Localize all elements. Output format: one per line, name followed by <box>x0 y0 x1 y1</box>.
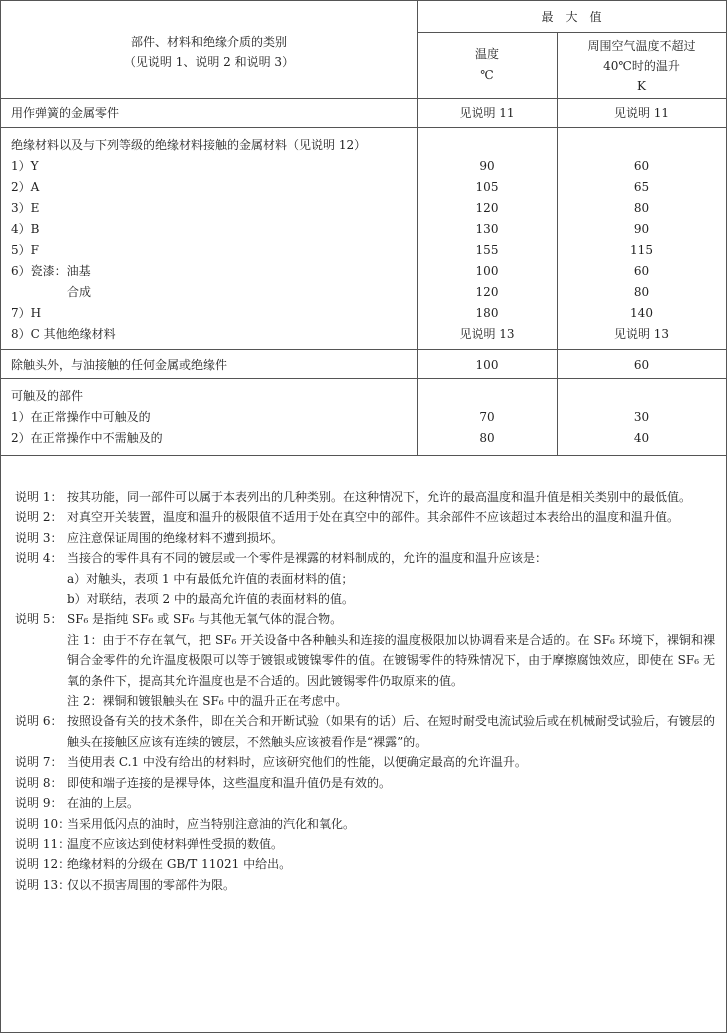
temperature-rise-unit: K <box>637 79 646 93</box>
note-label: 说明 1： <box>15 490 63 504</box>
row-label: 除触头外，与油接触的任何金属或绝缘件 <box>11 358 228 372</box>
note-text: 当采用低闪点的油时，应当特别注意油的汽化和氧化。 <box>67 816 356 831</box>
temperature-rise-value: 80 <box>633 285 650 299</box>
note <box>15 609 715 629</box>
note-text: 对真空开关装置，温度和温升的极限值不适用于处在真空中的部件。其余部件不应该超过本表给出的温度和温升值。 <box>67 510 680 525</box>
row-label: 7）H <box>11 306 42 320</box>
note-label: 说明 7： <box>15 755 63 770</box>
note-text: 应注意保证周围的绝缘材料不遭到损坏。 <box>67 530 284 545</box>
row-divider <box>1 455 726 456</box>
note-text: SF₆ 是指纯 SF₆ 或 SF₆ 与其他无氧气体的混合物。 <box>67 612 343 627</box>
row-divider <box>1 349 726 350</box>
note <box>15 773 715 793</box>
note <box>15 487 715 507</box>
note-subitem: a）对触头，表项 1 中有最低允许值的表面材料的值； <box>67 571 354 586</box>
row-label: 1）在正常操作中可触及的 <box>11 410 151 424</box>
note-label: 说明 3： <box>15 530 63 545</box>
group-title: 绝缘材料以及与下列等级的绝缘材料接触的金属材料（见说明 12） <box>11 138 367 152</box>
temperature-value: 105 <box>475 180 499 194</box>
temperature-rise-value: 40 <box>633 431 650 445</box>
temperature-rise-value: 80 <box>633 201 650 215</box>
temperature-value: 120 <box>475 201 499 215</box>
note <box>15 814 715 834</box>
row-label: 5）F <box>11 243 39 257</box>
temperature-value: 100 <box>475 264 499 278</box>
temperature-value: 见说明 11 <box>459 106 515 120</box>
note <box>15 528 715 548</box>
temperature-rise-value: 见说明 11 <box>613 106 670 120</box>
note-subitem: 注 1：由于不存在氧气，把 SF₆ 开关设备中各种触头和连接的温度极限加以协调看来是合适的。在 SF₆ 环境下，裸铜和裸铜合金零件的允许温度极限可以等于镀银或镀镍零件的值。在镀锡零件的特殊情况下，由于摩擦腐蚀效应，即使在 SF₆ 无氧的条件下，提高其允许温度也是不合适的。因此镀锡零件仍取原来的值。 <box>67 632 715 688</box>
note-text: 温度不应该达到使材料弹性受损的数值。 <box>67 836 284 851</box>
temperature-rise-header: 40℃时的温升 <box>603 59 680 73</box>
temperature-rise-value: 60 <box>633 264 650 278</box>
note-label: 说明 9： <box>15 796 63 811</box>
row-divider <box>1 127 726 128</box>
note-subitem: 注 2：裸铜和镀银触头在 SF₆ 中的温升正在考虑中。 <box>67 694 348 709</box>
temperature-rise-value: 60 <box>633 159 650 173</box>
max-value-header: 最 大 值 <box>541 10 602 24</box>
temperature-rise-value: 见说明 13 <box>613 327 670 341</box>
row-label: 2）A <box>11 180 40 194</box>
temperature-rise-value: 60 <box>633 358 650 372</box>
temperature-unit: ℃ <box>480 68 494 82</box>
note <box>15 834 715 854</box>
temperature-rise-value: 30 <box>633 410 650 424</box>
temperature-rise-value: 90 <box>633 222 650 236</box>
temperature-rise-value: 65 <box>633 180 650 194</box>
note-label: 说明 4： <box>15 551 63 566</box>
row-label: 2）在正常操作中不需触及的 <box>11 431 163 445</box>
note-text: 绝缘材料的分级在 GB/T 11021 中给出。 <box>67 857 292 872</box>
note <box>15 711 715 752</box>
note-label: 说明 5： <box>15 612 63 627</box>
note-text: 当接合的零件具有不同的镀层或一个零件是裸露的材料制成的，允许的温度和温升应该是： <box>67 551 548 566</box>
note <box>15 752 715 772</box>
temperature-value: 70 <box>479 410 495 424</box>
temperature-value: 见说明 13 <box>459 327 515 341</box>
row-divider <box>1 98 726 99</box>
row-label: 合成 <box>67 285 92 299</box>
note-text: 按其功能，同一部件可以属于本表列出的几种类别。在这种情况下，允许的最高温度和温升值是相关类别中的最低值。 <box>67 490 692 504</box>
temperature-value: 100 <box>475 358 499 372</box>
note-label: 说明 10： <box>15 816 71 831</box>
group-title: 可触及的部件 <box>11 389 84 403</box>
note-text: 仅以不损害周围的零部件为限。 <box>67 877 236 892</box>
row-divider <box>1 378 726 379</box>
note-text: 按照设备有关的技术条件，即在关合和开断试验（如果有的话）后、在短时耐受电流试验后或在机械耐受试验后，有镀层的触头在接触区应该有连续的镀层，不然触头应该被看作是“裸露”的。 <box>67 714 716 749</box>
row-label: 4）B <box>11 222 40 236</box>
note <box>15 548 715 568</box>
note <box>15 507 715 527</box>
row-label: 6）瓷漆：油基 <box>11 264 91 278</box>
row-label: 1）Y <box>11 159 39 173</box>
temperature-value: 120 <box>475 285 499 299</box>
note-label: 说明 6： <box>15 714 63 729</box>
note <box>15 875 715 895</box>
temperature-value: 130 <box>475 222 499 236</box>
note-label: 说明 12： <box>15 857 71 872</box>
temperature-value: 155 <box>475 243 499 257</box>
row-label: 用作弹簧的金属零件 <box>11 106 120 120</box>
header-divider <box>417 32 726 33</box>
note-label: 说明 11： <box>15 836 71 851</box>
temperature-value: 90 <box>479 159 495 173</box>
note-subitem: b）对联结，表项 2 中的最高允许值的表面材料的值。 <box>67 592 354 607</box>
note <box>15 854 715 874</box>
category-header: 部件、材料和绝缘介质的类别 <box>130 35 287 49</box>
note <box>15 793 715 813</box>
temperature-rise-header: 周围空气温度不超过 <box>587 39 696 53</box>
note-text: 在油的上层。 <box>67 796 140 811</box>
category-header-note: （见说明 1、说明 2 和说明 3） <box>123 55 295 69</box>
temperature-header: 温度 <box>474 47 499 61</box>
note-label: 说明 8： <box>15 775 63 790</box>
note-text: 当使用表 C.1 中没有给出的材料时，应该研究他们的性能，以便确定最高的允许温升。 <box>67 755 527 770</box>
note-label: 说明 2： <box>15 510 63 525</box>
temperature-rise-value: 115 <box>630 243 653 257</box>
row-label: 3）E <box>11 201 40 215</box>
note-text: 即使和端子连接的是裸导体，这些温度和温升值仍是有效的。 <box>67 775 392 790</box>
temperature-value: 180 <box>475 306 499 320</box>
temperature-value: 80 <box>479 431 495 445</box>
row-label: 8）C 其他绝缘材料 <box>11 327 116 341</box>
note-label: 说明 13： <box>15 877 71 892</box>
temperature-rise-value: 140 <box>630 306 653 320</box>
notes-section <box>15 487 715 895</box>
